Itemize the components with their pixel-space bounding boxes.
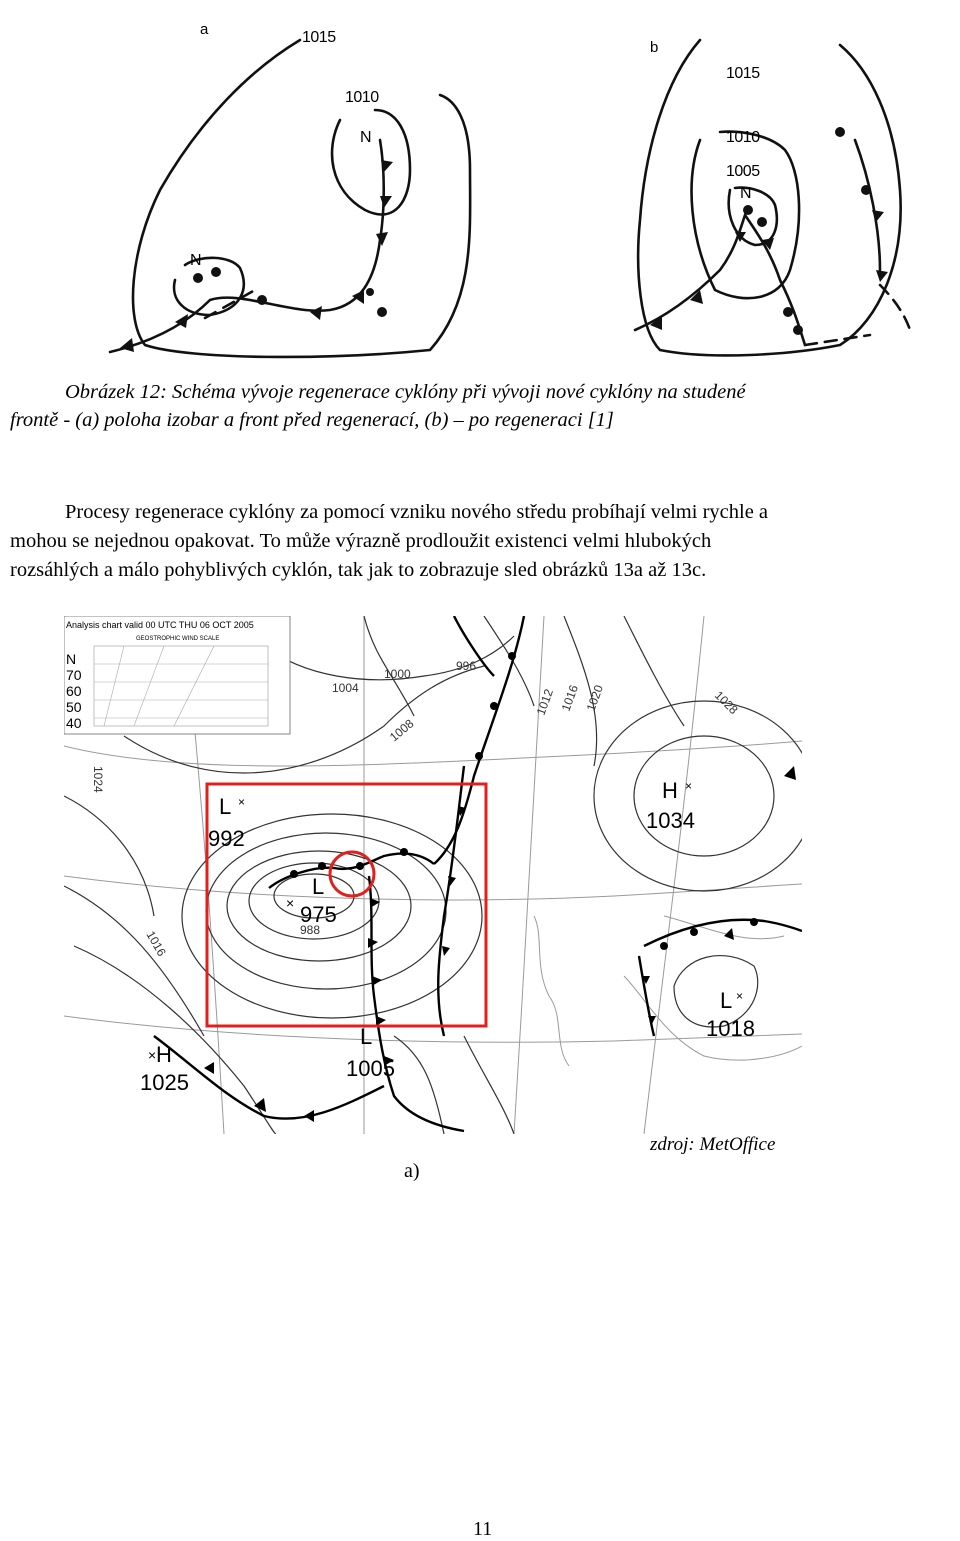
pressure-letter: L [360,1024,373,1049]
panel-a-label: a [200,21,209,38]
page-number: 11 [473,1518,493,1540]
isobar-label: 1012 [533,687,556,718]
paragraph-line-1: Procesy regenerace cyklóny za pomocí vzniku nového středu probíhají velmi rychle a [65,501,769,523]
cyclone-regeneration-diagram [0,0,960,370]
subfigure-label: a) [404,1160,420,1182]
pressure-value: 975 [300,902,337,927]
lat-axis-70: 70 [66,667,82,683]
centre-new-label: N [360,129,372,146]
wind-scale-title: GEOSTROPHIC WIND SCALE [136,636,220,642]
lat-axis-40: 40 [66,715,82,731]
pressure-value: 1034 [646,808,695,833]
isobar-label: 1016 [143,928,169,959]
svg-text:×: × [148,1047,157,1063]
pressure-letter: H [662,778,678,803]
synoptic-analysis-map [64,616,802,1134]
isobar-label-1015-a: 1015 [302,29,336,46]
svg-text:×: × [685,779,693,793]
lat-axis-50: 50 [66,699,82,715]
source-credit: zdroj: MetOffice [650,1134,776,1155]
lat-axis-n: N [66,651,77,667]
body-paragraph [10,498,942,585]
pressure-letter: L [720,988,733,1013]
pressure-value: 1005 [346,1056,395,1081]
isobar-label: 1016 [558,683,581,714]
isobar-label-1005-b: 1005 [726,163,760,180]
svg-text:×: × [286,895,295,911]
isobar-label: 1004 [332,681,359,695]
isobar-label: 1028 [711,688,741,718]
isobar-label: 1024 [91,766,105,793]
figure-caption [10,378,940,434]
caption-line-1: Obrázek 12: Schéma vývoje regenerace cyklóny při vývoji nové cyklóny na studené [65,381,746,403]
pressure-value: 1025 [140,1070,189,1095]
isobar-label-1015-b: 1015 [726,65,760,82]
isobar-label: 1000 [384,667,411,681]
isobar-label-1010-a: 1010 [345,89,379,106]
panel-b-label: b [650,39,659,56]
isobar-label: 1020 [583,683,606,714]
pressure-letter: L [219,794,232,819]
caption-line-2: frontě - (a) poloha izobar a front před regenerací, (b) – po regeneraci [1] [10,409,614,431]
isobar-label: 996 [456,659,477,673]
paragraph-line-2: mohou se nejednou opakovat. To může výrazně prodloužit existenci velmi hlubokých [10,530,712,552]
svg-text:×: × [736,989,744,1003]
centre-b-label: N [740,185,752,202]
isobar-label: 1008 [386,716,417,745]
isobar-label: 988 [300,923,321,937]
svg-text:×: × [238,795,246,809]
pressure-letter: H [156,1042,172,1067]
pressure-value: 1018 [706,1016,755,1041]
lat-axis-60: 60 [66,683,82,699]
chart-title: Analysis chart valid 00 UTC THU 06 OCT 2005 [66,620,254,630]
paragraph-line-3: rozsáhlých a málo pohyblivých cyklón, tak jak to zobrazuje sled obrázků 13a až 13c. [10,559,707,581]
pressure-value: 992 [208,826,245,851]
isobar-label-1010-b: 1010 [726,129,760,146]
pressure-letter: L [312,874,325,899]
centre-old-label: N [190,252,202,269]
